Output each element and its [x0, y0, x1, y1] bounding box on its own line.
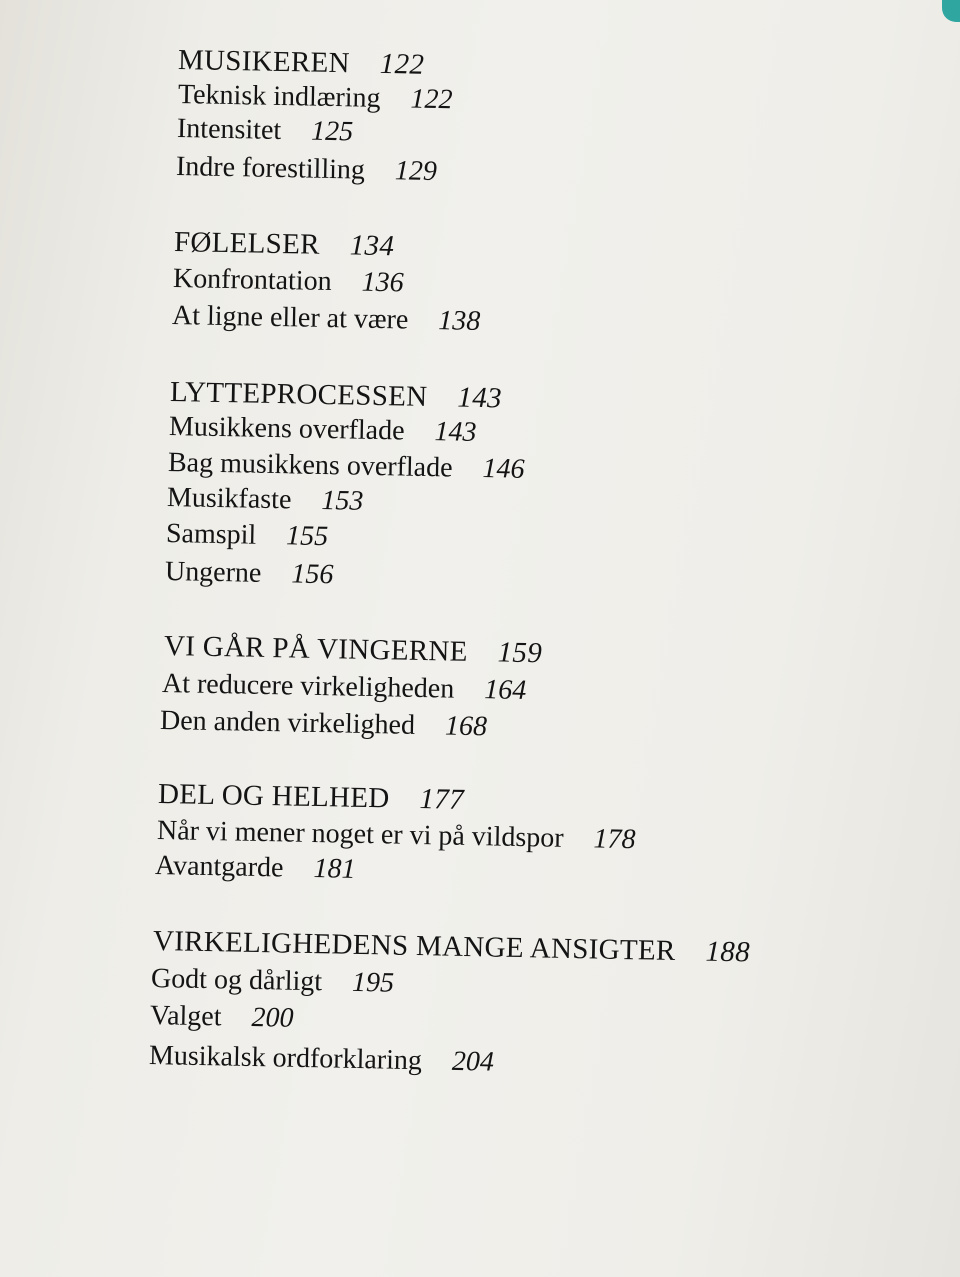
- entry-title: Ungerne: [164, 556, 262, 589]
- toc-heading-folelser: [174, 226, 395, 263]
- heading-title: VIRKELIGHEDENS MANGE ANSIGTER: [152, 925, 676, 968]
- entry-page-number: 122: [410, 83, 453, 116]
- entry-page-number: 181: [313, 853, 356, 885]
- entry-page-number: 138: [438, 305, 481, 337]
- toc-entry: [157, 815, 636, 856]
- heading-page-number: 177: [419, 783, 465, 816]
- toc-heading-del-og-helhed: [158, 778, 465, 817]
- toc-entry: [173, 263, 404, 299]
- heading-title: DEL OG HELHED: [157, 778, 390, 815]
- toc-entry: [150, 1000, 294, 1035]
- toc-entry: [177, 113, 354, 148]
- entry-title: Musikfaste: [166, 482, 292, 516]
- toc-entry: [149, 1040, 495, 1079]
- entry-page-number: 200: [251, 1001, 294, 1034]
- entry-page-number: 125: [310, 115, 354, 148]
- entry-title: Bag musikkens overflade: [167, 447, 453, 484]
- entry-title: Valget: [149, 1000, 222, 1033]
- entry-page-number: 204: [451, 1045, 495, 1078]
- entry-page-number: 129: [394, 155, 438, 188]
- entry-title: Musikalsk ordforklaring: [148, 1040, 423, 1077]
- entry-title: Intensitet: [176, 113, 282, 146]
- entry-page-number: 153: [321, 484, 364, 517]
- toc-entry: [167, 482, 364, 518]
- heading-page-number: 143: [457, 381, 503, 415]
- toc-entry: [155, 850, 356, 886]
- heading-title: MUSIKEREN: [177, 44, 351, 80]
- entry-page-number: 178: [593, 823, 636, 856]
- entry-page-number: 155: [285, 520, 329, 553]
- entry-title: Godt og dårligt: [150, 963, 323, 998]
- entry-title: Samspil: [165, 518, 257, 551]
- heading-page-number: 188: [705, 935, 751, 969]
- entry-title: Avantgarde: [154, 850, 284, 884]
- toc-entry: [165, 556, 334, 591]
- entry-page-number: 195: [351, 966, 395, 999]
- heading-page-number: 159: [497, 636, 543, 670]
- toc-entry: [162, 668, 527, 707]
- toc-entry: [178, 79, 453, 116]
- entry-title: Konfrontation: [172, 263, 332, 298]
- entry-page-number: 164: [483, 674, 527, 706]
- toc-entry: [166, 518, 329, 553]
- toc-entry: [176, 151, 438, 188]
- entry-page-number: 156: [291, 558, 334, 591]
- entry-title: At ligne eller at være: [171, 300, 409, 336]
- heading-title: FØLELSER: [173, 226, 321, 261]
- entry-title: Den anden virkelighed: [159, 705, 416, 741]
- entry-page-number: 136: [361, 266, 404, 299]
- heading-title: VI GÅR PÅ VINGERNE: [163, 630, 468, 668]
- heading-title: LYTTEPROCESSEN: [169, 376, 428, 413]
- toc-entry: [172, 300, 481, 338]
- toc-entry: [151, 963, 395, 1000]
- toc-heading-lytteprocessen: [170, 376, 502, 415]
- entry-title: Musikkens overflade: [168, 411, 405, 447]
- entry-title: Teknisk indlæring: [177, 79, 381, 114]
- entry-title: Indre forestilling: [175, 151, 366, 186]
- entry-page-number: 143: [434, 416, 477, 448]
- toc-entry: [168, 447, 525, 486]
- entry-page-number: 146: [482, 453, 525, 485]
- heading-page-number: 134: [349, 229, 395, 263]
- toc-heading-musikeren: [178, 44, 425, 82]
- toc-entry: [169, 411, 477, 449]
- toc-heading-vi-gar-pa-vingerne: [164, 630, 543, 670]
- toc-entry: [160, 705, 488, 743]
- entry-title: Når vi mener noget er vi på vildspor: [156, 815, 564, 854]
- entry-page-number: 168: [444, 710, 488, 743]
- entry-title: At reducere virkeligheden: [161, 668, 455, 705]
- heading-page-number: 122: [379, 47, 425, 81]
- toc-heading-virkelighedens-mange-ansigter: [153, 925, 751, 969]
